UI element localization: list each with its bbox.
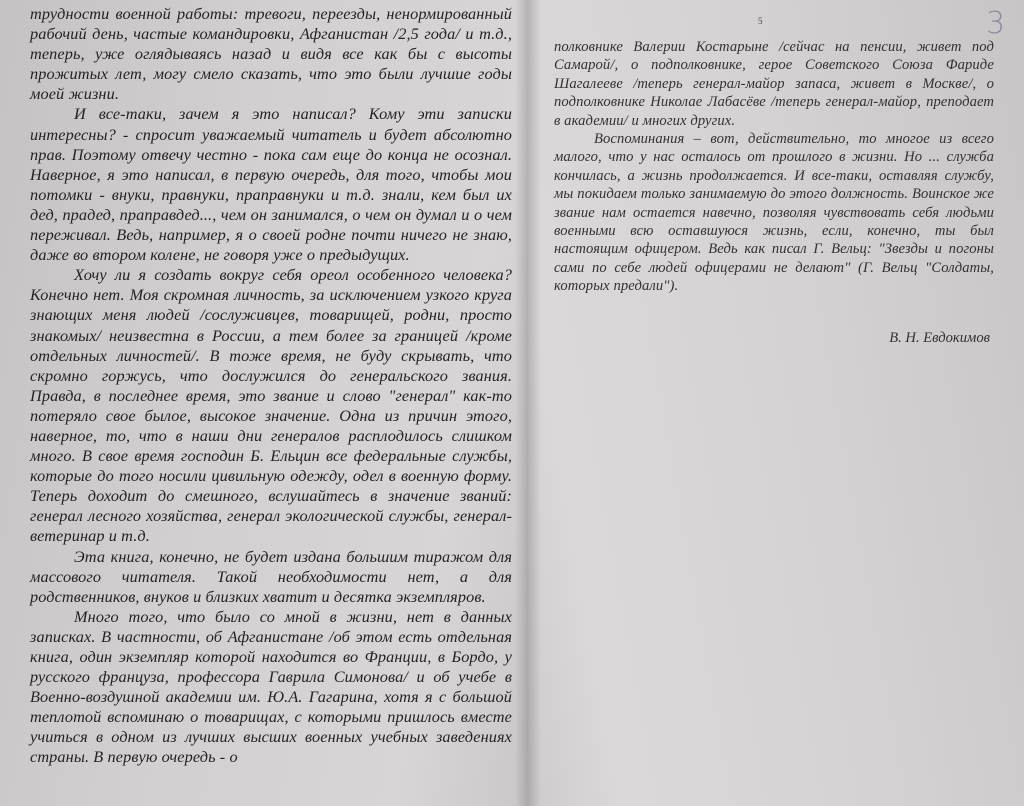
paragraph: Много того, что было со мной в жизни, нет в данных записках. В частности, об Афганистане /об этом есть отдельная книга, один экземпляр которой находится во Франции, в Бордо, у русского француза, профессора Гаврила Симонова/ и об учебе в Военно-воздушной академии им. Ю.А. Гагарина, хотя я с большой теплотой вспоминаю о товарищах, с которыми пришлось вместе учиться в одном из лучших высших военных учебных заведениях страны. В первую очередь - о: [30, 606, 512, 767]
paragraph: полковнике Валерии Костарыне /сейчас на пенсии, живет под Самарой/, о подполковнике, герое Советского Союза Фариде Шагалееве /теперь генерал-майор запаса, живет в Москве/, о подполковнике Николае Лабасёве /теперь генерал-майор, преподает в академии/ и многих других.: [554, 39, 994, 129]
author-signature: В. Н. Евдокимов: [889, 329, 990, 346]
right-page: [528, 0, 1024, 806]
paragraph: Воспоминания – вот, действительно, то многое из всего малого, что у нас осталось от прошлого в жизни. Но ... служба кончилась, а жизнь продолжается. И все-таки, оставляя службу, мы покидаем только занимаемую до этого должность. Воинское же звание нам остается навечно, позволяя чувствовать себя людьми военными всю оставшуюся жизнь, если, конечно, ты был настоящим офицером. Ведь как писал Г. Вельц: "Звезды и погоны сами по себе людей офицерами не делают" (Г. Вельц "Солдаты, которых предали").: [554, 131, 994, 295]
paragraph: Хочу ли я создать вокруг себя ореол особенного человека? Конечно нет. Моя скромная личность, за исключением узкого круга знающих меня людей /сослуживцев, товарищей, родни, просто знакомых/ неизвестна в России, а тем более за границей /кроме отдельных личностей/. В тоже время, не буду скрывать, что скромно горжусь, что дослужился до генеральского звания. Правда, в последнее время, это звание и слово "генерал" как-то потеряло свое былое, высокое значение. Одна из причин этого, наверное, то, что в наши дни генералов расплодилось слишком много. В свое время господин Б. Ельцин все федеральные службы, которые до того носили цивильную одежду, одел в военную форму. Теперь доходит до смешного, вслушайтесь в значение званий: генерал лесного хозяйства, генерал экологической службы, генерал-ветеринар и т.д.: [30, 265, 512, 546]
paragraph: Эта книга, конечно, не будет издана большим тиражом для массового читателя. Такой необходимости нет, а для родственников, внуков и близких хватит и десятка экземпляров.: [30, 546, 512, 606]
paragraph: И все-таки, зачем я это написал? Кому эти записки интересны? - спросит уважаемый читатель и будет абсолютно прав. Поэтому отвечу честно - пока сам еще до конца не осознал. Наверное, я это написал, в первую очередь, для того, чтобы мои потомки - внуки, правнуки, праправнуки и т.д. знали, кем был их дед, прадед, праправдед..., чем он занимался, о чем он думал и о чем переживал. Ведь, например, я о своей родне почти ничего не знаю, даже во втором колене, не говоря уже о предыдущих.: [30, 104, 512, 265]
handwritten-page-mark: 3: [986, 6, 1006, 41]
page-number: 5: [758, 16, 763, 26]
left-page-text: [30, 4, 512, 768]
right-page-text: [554, 38, 994, 296]
paragraph: трудности военной работы: тревоги, переезды, ненормированный рабочий день, частые командировки, Афганистан /2,5 года/ и т.д., теперь, уже оглядываясь назад и видя все как бы с высоты прожитых лет, могу смело сказать, что это были лучшие годы моей жизни.: [30, 4, 512, 104]
